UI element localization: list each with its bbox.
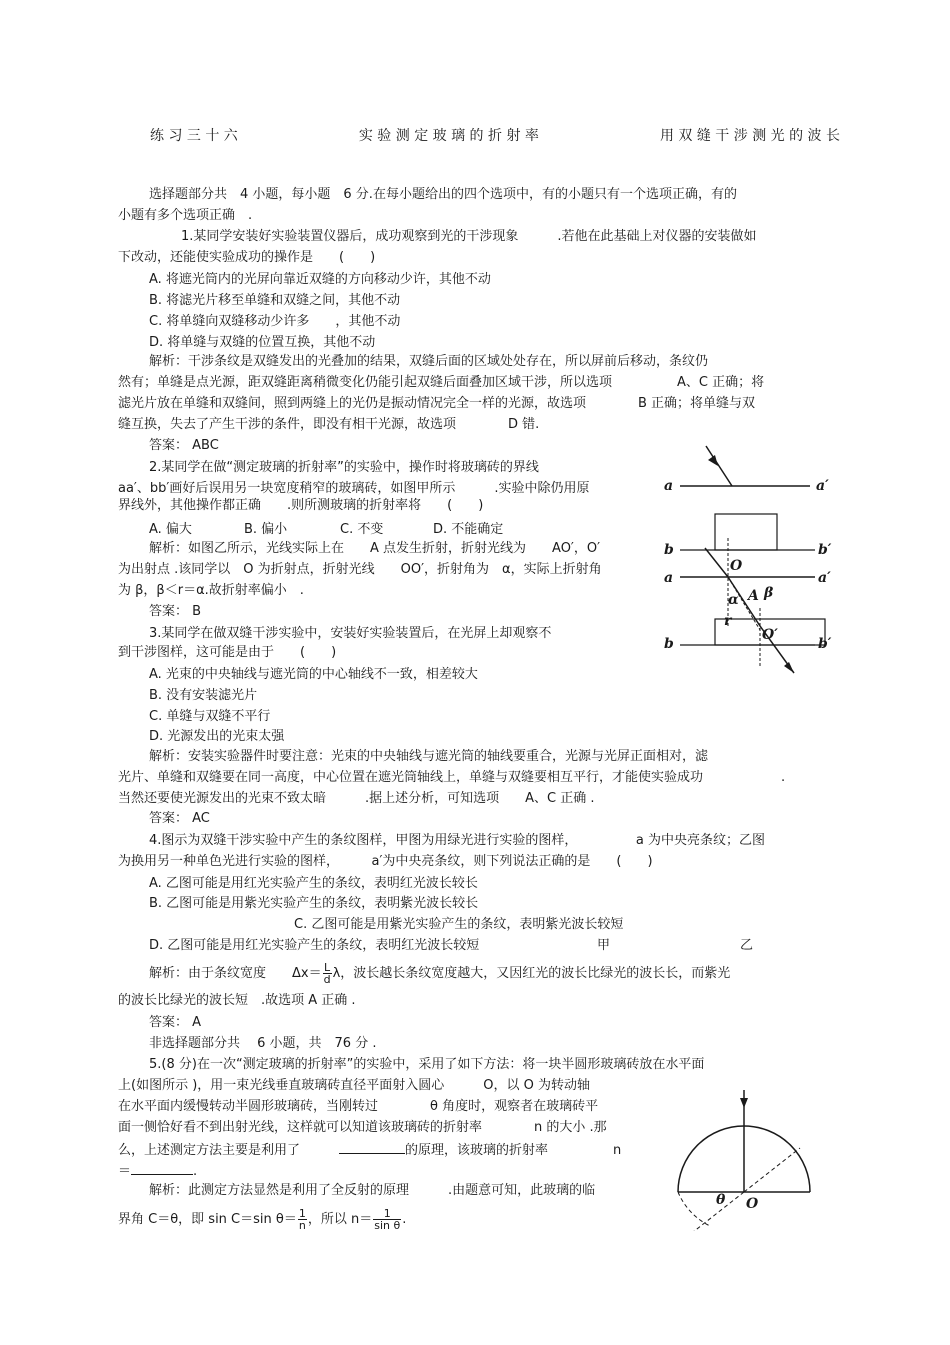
q1-stem-2: 下改动，还能使实验成功的操作是 ( ) [118,250,376,265]
fraction-numerator: 1 [373,1208,401,1220]
label-b-prime-lower: b′ [818,636,832,652]
q3-option-c: C. 单缝与双缝不平行 [149,709,271,724]
q5-stem-4: 面一侧恰好看不到出射光线，这样就可以知道该玻璃砖的折射率 n 的大小 .那 [118,1120,607,1135]
q2-analysis-2: 为出射点 .该同学以 O 为折射点，折射光线 OO′，折射角为 α，实际上折射角 [118,562,602,577]
q5-analysis2-pre: 界角 C＝θ，即 sin C＝sin θ＝ [118,1212,297,1227]
label-a-lower: a [664,570,674,586]
q4-stem-2: 为换用另一种单色光进行实验的图样， a′为中央亮条纹，则下列说法正确的是 ( ) [118,854,653,869]
q5-stem-3: 在水平面内缓慢转动半圆形玻璃砖，当刚转过 θ 角度时，观察者在玻璃砖平 [118,1099,599,1114]
label-b-lower: b [664,636,674,652]
q2-option-b: B. 偏小 [244,522,288,537]
figure-semicircle [670,1086,820,1231]
q3-option-d: D. 光源发出的光束太强 [149,729,285,744]
q4-analysis-1 [149,962,730,985]
q2-stem-3: 界线外，其他操作都正确 .则所测玻璃的折射率将 ( ) [118,498,484,513]
q5-stem-5 [118,1141,621,1159]
fraction-denominator: d [323,973,331,986]
figure-jia [660,440,840,500]
q2-stem-1: 2.某同学在做“测定玻璃的折射率”的实验中，操作时将玻璃砖的界线 [149,460,539,475]
answer-blank-principle[interactable] [339,1141,405,1154]
q5-analysis-1: 解析：此测定方法显然是利用了全反射的原理 .由题意可知，此玻璃的临 [149,1183,596,1198]
title-part-2: 实 验 测 定 玻 璃 的 折 射 率 [358,128,539,144]
q3-analysis-2: 光片、单缝和双缝要在同一高度，中心位置在遮光筒轴线上，单缝与双缝要相互平行，才能使实验成功 . [118,770,786,785]
q3-option-b: B. 没有安装滤光片 [149,688,258,703]
label-b-upper: b [664,542,674,558]
q1-answer: 答案： ABC [149,438,219,453]
q5-line5-post: 的原理，该玻璃的折射率 n [405,1143,622,1158]
q2-stem-2: aa′、bb′画好后误用另一块宽度稍窄的玻璃砖，如图甲所示 .实验中除仍用原 [118,481,590,496]
q3-option-a: A. 光束的中央轴线与遮光筒的中心轴线不一致，相差较大 [149,667,478,682]
q4-option-c: C. 乙图可能是用紫光实验产生的条纹，表明紫光波长较短 [294,917,624,932]
q1-analysis-2: 然有；单缝是点光源，距双缝距离稍微变化仍能引起双缝后面叠加区域干涉，所以选项 A、C 正确；将 [118,375,765,390]
q2-answer: 答案： B [149,604,202,619]
label-r: r [724,613,732,629]
fraction-denominator: sin θ [374,1219,401,1232]
q3-analysis-3: 当然还要使光源发出的光束不致太暗 .据上述分析，可知选项 A、C 正确 . [118,791,595,806]
label-theta: θ [716,1192,726,1208]
q2-analysis-1: 解析：如图乙所示，光线实际上在 A 点发生折射，折射光线为 AO′，O′ [149,541,601,556]
q2-option-d: D. 不能确定 [433,522,504,537]
fraction-one-over-n [298,1208,307,1231]
q5-analysis2-post: . [402,1212,407,1227]
q1-analysis-1: 解析：干涉条纹是双缝发出的光叠加的结果，双缝后面的区域处处存在，所以屏前后移动，条纹仍 [149,354,709,369]
intro-line-2: 小题有多个选项正确 . [118,208,253,223]
q3-stem-1: 3.某同学在做双缝干涉实验中，安装好实验装置后，在光屏上却观察不 [149,626,552,641]
q5-stem-1: 5.(8 分)在一次“测定玻璃的折射率”的实验中，采用了如下方法：将一块半圆形玻璃砖放在水平面 [149,1057,705,1072]
q5-line6-post: . [193,1164,198,1179]
arrow-head [708,455,718,466]
q1-analysis-3: 滤光片放在单缝和双缝间，照到两缝上的光仍是振动情况完全一样的光源，故选项 B 正确；将单缝与双 [118,396,756,411]
q5-stem-6 [118,1162,197,1180]
q4-option-d: D. 乙图可能是用红光实验产生的条纹，表明红光波长较短 [149,938,480,953]
q5-line6-pre: ＝ [118,1164,132,1179]
q1-stem-1: 1.某同学安装好实验装置仪器后，成功观察到光的干涉现象 .若他在此基础上对仪器的安装做如 [181,229,757,244]
label-a-prime: a′ [816,478,829,494]
q1-analysis-4: 缝互换，失去了产生干涉的条件，即没有相干光源，故选项 D 错. [118,417,540,432]
arrow-head [784,662,794,673]
q3-stem-2: 到干涉图样，这可能是由于 ( ) [118,645,337,660]
label-O-center: O [746,1196,759,1212]
label-a: a [664,478,674,494]
label-beta: β [764,585,774,601]
answer-blank-index[interactable] [131,1162,193,1175]
wavelength-fraction [323,962,332,985]
q1-option-b: B. 将滤光片移至单缝和双缝之间，其他不动 [149,293,401,308]
q1-option-a: A. 将遮光筒内的光屏向靠近双缝的方向移动少许，其他不动 [149,272,491,287]
incident-ray [705,548,728,577]
q4-analysis-pre: 解析：由于条纹宽度 Δx＝ [149,966,322,981]
fraction-denominator: n [298,1219,306,1232]
q5-analysis-2 [118,1208,406,1231]
page-title [150,125,840,145]
incident-ray [706,446,732,486]
label-O-prime: O′ [762,627,778,643]
label-A: A [748,588,759,604]
label-b-prime-upper: b′ [818,542,832,558]
fraction-numerator: L [324,961,331,974]
q5-line5-pre: 么，上述测定方法主要是利用了 [118,1143,340,1158]
q4-option-b: B. 乙图可能是用紫光实验产生的条纹，表明紫光波长较长 [149,896,479,911]
q2-analysis-3: 为 β，β＜r＝α.故折射率偏小 . [118,583,304,598]
title-part-3: 用 双 缝 干 涉 测 光 的 波 长 [659,128,840,144]
q4-label-jia: 甲 [597,938,611,953]
fraction-one-over-sin-theta [373,1208,401,1231]
nonchoice-header: 非选择题部分共 6 小题，共 76 分 . [149,1036,377,1051]
label-a-prime-lower: a′ [818,570,831,586]
q1-option-c: C. 将单缝向双缝移动少许多 ，其他不动 [149,314,401,329]
q3-analysis-1: 解析：安装实验器件时要注意：光束的中央轴线与遮光筒的轴线要重合，光源与光屏正面相对，滤 [149,749,709,764]
q4-stem-1: 4.图示为双缝干涉实验中产生的条纹图样，甲图为用绿光进行实验的图样， a 为中央亮条纹；乙图 [149,833,766,848]
q2-option-c: C. 不变 [340,522,384,537]
label-O: O [730,558,743,574]
fraction-numerator: 1 [298,1207,306,1220]
title-part-1: 练 习 三 十 六 [150,128,238,144]
rotated-dashed-line [744,1148,800,1192]
q5-stem-2: 上(如图所示 )，用一束光线垂直玻璃砖直径平面射入圆心 O，以 O 为转动轴 [118,1078,591,1093]
q4-analysis-post: λ，波长越长条纹宽度越大，又因红光的波长比绿光的波长长，而紫光 [332,966,731,981]
arrow-head [740,1098,748,1108]
q4-answer: 答案： A [149,1015,202,1030]
q1-option-d: D. 将单缝与双缝的位置互换，其他不动 [149,335,376,350]
q4-label-yi: 乙 [740,938,754,953]
label-alpha: α [728,592,739,608]
q4-analysis-2: 的波长比绿光的波长短 .故选项 A 正确 . [118,993,356,1008]
figure-yi [660,508,840,683]
rotated-arc-dashed [678,1192,710,1226]
q4-option-a: A. 乙图可能是用红光实验产生的条纹，表明红光波长较长 [149,876,478,891]
q5-analysis2-mid: ，所以 n＝ [307,1212,373,1227]
q3-answer: 答案： AC [149,811,210,826]
intro-line-1: 选择题部分共 4 小题，每小题 6 分.在每小题给出的四个选项中，有的小题只有一个选项正确，有的 [149,187,737,202]
glass-block-upper [715,514,777,550]
q2-option-a: A. 偏大 [149,522,192,537]
